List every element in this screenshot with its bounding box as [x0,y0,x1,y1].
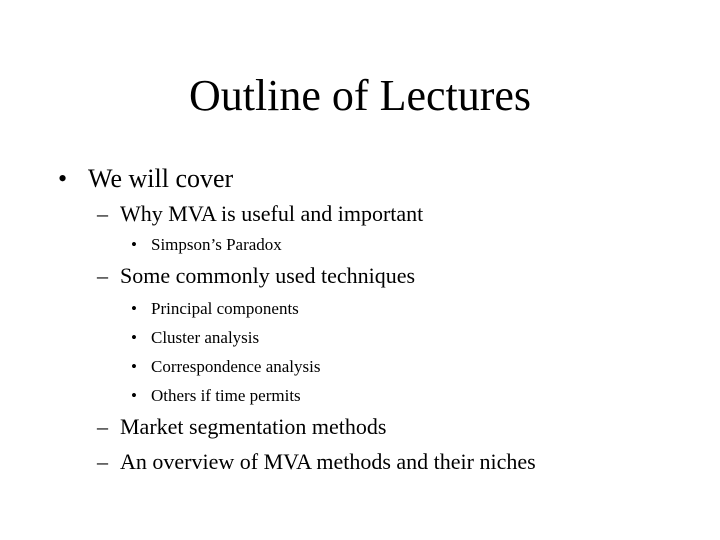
dash-marker: – [97,263,108,288]
sub-item [97,449,697,475]
slide-title: Outline of Lectures [188,71,532,120]
sub-sub-item-text: Simpson’s Paradox [151,235,282,254]
bullet-marker: • [131,357,137,376]
bullet-marker: • [58,164,68,193]
sub-sub-item-text: Correspondence analysis [151,357,321,376]
dash-marker: – [97,201,108,226]
sub-sub-item [131,299,651,319]
sub-item [97,414,657,440]
sub-sub-item-text: Principal components [151,299,299,318]
sub-sub-item [131,235,651,255]
sub-sub-item [131,386,651,406]
bullet-marker: • [131,235,137,254]
sub-sub-item [131,328,651,348]
sub-item [97,263,657,289]
sub-item-text: An overview of MVA methods and their niches [120,449,536,474]
dash-marker: – [97,414,108,439]
bullet-marker: • [131,386,137,405]
sub-sub-item-text: Cluster analysis [151,328,260,347]
sub-item [97,201,657,227]
sub-item-text: Why MVA is useful and important [120,201,424,226]
bullet-marker: • [131,328,137,347]
sub-sub-item-text: Others if time permits [151,386,301,405]
bullet-marker: • [131,299,137,318]
bullet-text: We will cover [88,164,234,193]
sub-item-text: Market segmentation methods [120,414,387,439]
bullet-item [58,164,658,194]
sub-item-text: Some commonly used techniques [120,263,416,288]
sub-sub-item [131,357,651,377]
dash-marker: – [97,449,108,474]
